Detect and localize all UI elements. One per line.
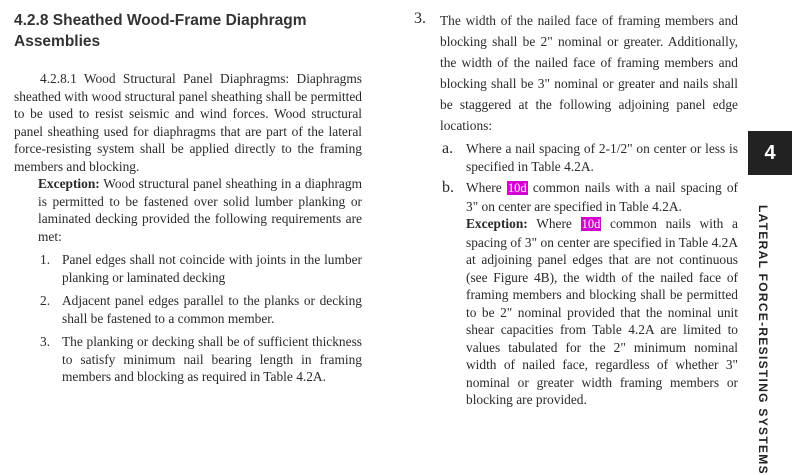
list-number: 1. — [40, 252, 51, 267]
sub-item-letter: a. — [442, 140, 454, 157]
text-run: Where — [527, 216, 581, 231]
list-number: 3. — [40, 334, 51, 349]
chapter-tab: 4 — [748, 131, 792, 175]
sub-item-text: Where a nail spacing of 2-1/2" on center or less is specified in Table 4.2A. — [466, 141, 738, 174]
exception-text: Wood structural panel sheathing in a diaphragm is permitted to be fastened over solid lumber planking or laminated decking provided the following requirements are met: — [38, 176, 362, 244]
list-item — [14, 292, 362, 327]
sub-item-text — [466, 179, 738, 215]
chapter-side-title: LATERAL FORCE-RESISTING SYSTEMS — [756, 205, 770, 475]
search-highlight: 10d — [581, 217, 601, 231]
list-text: Panel edges shall not coincide with joints in the lumber planking or laminated decking — [62, 252, 362, 285]
list-item-3 — [414, 10, 738, 136]
list-text: The width of the nailed face of framing members and blocking shall be 2" nominal or greater. Additionally, the width of the nailed face of framing members and blocking shall be 3" nominal or greater and nails shall be staggered at the following adjoining panel edge locations: — [440, 13, 738, 133]
left-column — [14, 10, 362, 392]
list-text: Adjacent panel edges parallel to the planks or decking shall be fastened to a common member. — [62, 293, 362, 326]
list-text: The planking or decking shall be of sufficient thickness to satisfy minimum nail bearing length in framing members and blocking as required in Table 4.2A. — [62, 334, 362, 384]
paragraph-4-2-8-1: 4.2.8.1 Wood Structural Panel Diaphragms: Diaphragms sheathed with wood structural panel sheathing shall be permitted to be used to resist seismic and wind forces. Wood structural panel sheathing used for diaphragms that are part of the lateral force-resisting system shall be applied directly to the framing members and blocking. — [14, 71, 362, 174]
section-heading: 4.2.8 Sheathed Wood-Frame Diaphragm Assemblies — [14, 12, 307, 50]
list-item — [14, 251, 362, 286]
list-number: 2. — [40, 293, 51, 308]
sub-item-letter: b. — [442, 179, 454, 196]
text-run: Where — [466, 180, 507, 195]
list-number: 3. — [414, 10, 426, 27]
sub-item-b — [414, 179, 738, 215]
exception-paragraph — [466, 215, 738, 409]
right-column — [414, 10, 738, 409]
search-highlight: 10d — [507, 181, 527, 195]
sub-item-a — [414, 140, 738, 175]
exception-label: Exception: — [38, 176, 100, 191]
text-run: common nails with a spacing of 3" on center are specified in Table 4.2A at adjoining panel edges that are not continuous (see Figure 4B), the width of the nailed face of framing members and blocking shall be permitted to be 2" nominal provided that the nominal unit shear capacities from Table 4.2A are limited to values tabulated for the 2" minimum nominal width of nailed face, regardless of whether 3" nominal or greater width framing members or blocking are provided. — [466, 216, 738, 407]
list-item — [14, 333, 362, 386]
text-run: common nails with a nail spacing of 3" on center are specified in Table 4.2A. — [466, 180, 738, 214]
exception-label: Exception: — [466, 216, 528, 231]
requirements-list — [14, 251, 362, 386]
exception-paragraph — [38, 175, 362, 245]
